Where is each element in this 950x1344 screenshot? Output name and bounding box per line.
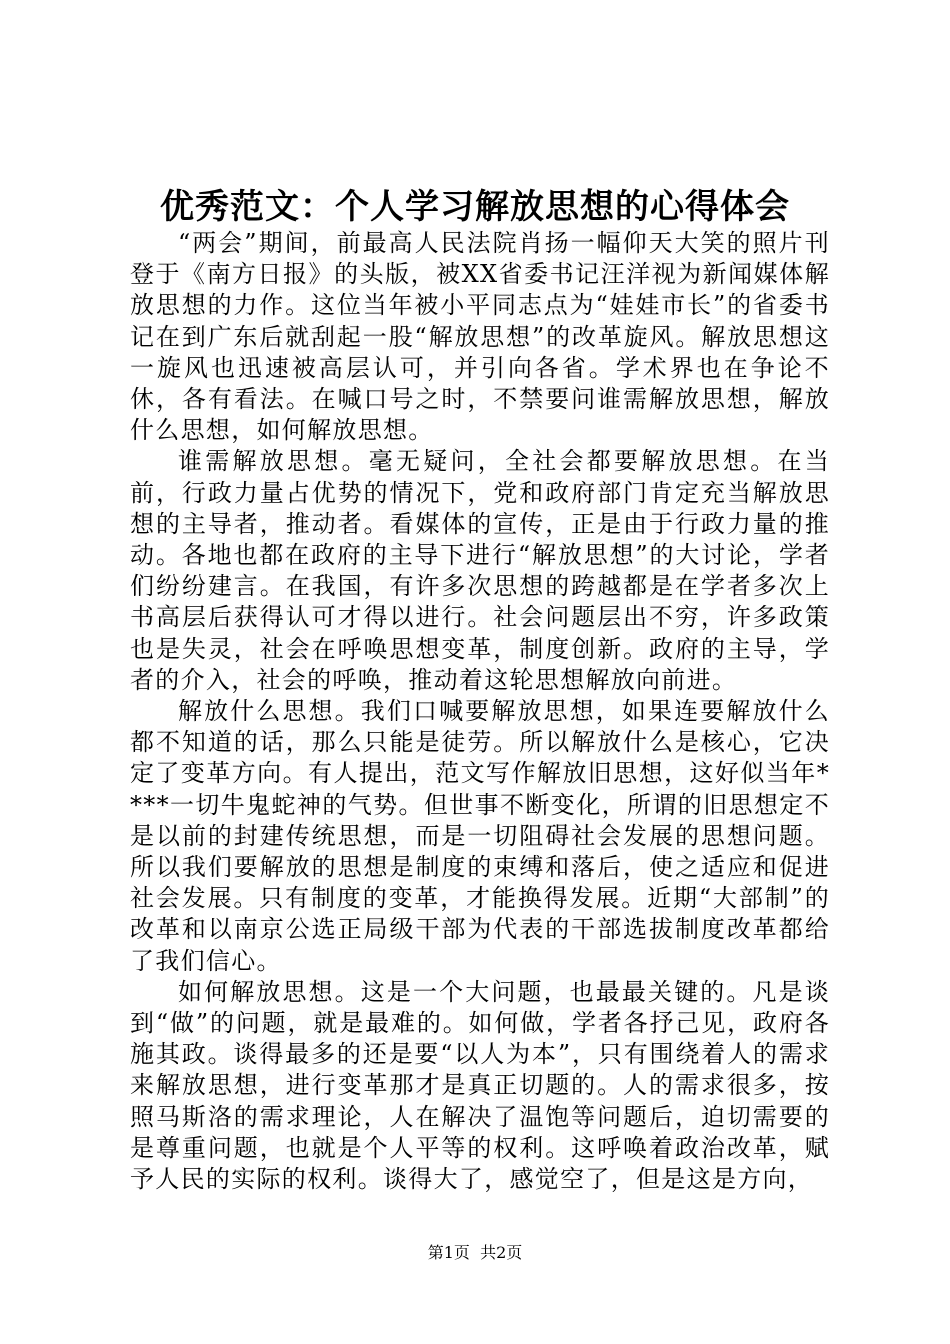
paragraph-how: 如何解放思想。这是一个大问题，也最最关键的。凡是谈到“做”的问题，就是最难的。如何做，学者各抒己见，政府各施其政。谈得最多的还是要“以人为本”，只有围绕着人的需求来解放思想，进行变革那才是真正切题的。人的需求很多，按照马斯洛的需求理论，人在解决了温饱等问题后，迫切需要的是尊重问题，也就是个人平等的权利。这呼唤着政治改革，赋予人民的实际的权利。谈得大了，感觉空了，但是这是方向，: [130, 977, 830, 1194]
paragraph-intro: “两会”期间，前最高人民法院肖扬一幅仰天大笑的照片刊登于《南方日报》的头版，被XX省委书记汪洋视为新闻媒体解放思想的力作。这位当年被小平同志点为“娃娃市长”的省委书记在到广东后就刮起一股“解放思想”的改革旋风。解放思想这一旋风也迅速被高层认可，并引向各省。学术界也在争论不休，各有看法。在喊口号之时，不禁要问谁需解放思想，解放什么思想，如何解放思想。: [130, 229, 830, 445]
paragraph-what: 解放什么思想。我们口喊要解放思想，如果连要解放什么都不知道的话，那么只能是徒劳。所以解放什么是核心，它决定了变革方向。有人提出，范文写作解放旧思想，这好似当年****一切牛鬼蛇神的气势。但世事不断变化，所谓的旧思想定不是以前的封建传统思想，而是一切阻碍社会发展的思想问题。所以我们要解放的思想是制度的束缚和落后，使之适应和促进社会发展。只有制度的变革，才能换得发展。近期“大部制”的改革和以南京公选正局级干部为代表的干部选拔制度改革都给了我们信心。: [130, 697, 830, 975]
page-footer: [0, 1243, 950, 1263]
document-title: 优秀范文：个人学习解放思想的心得体会: [160, 187, 790, 227]
document-body: [130, 228, 830, 1195]
page-number: 第1页 共2页: [427, 1243, 523, 1262]
paragraph-who: 谁需解放思想。毫无疑问，全社会都要解放思想。在当前，行政力量占优势的情况下，党和政府部门肯定充当解放思想的主导者，推动者。看媒体的宣传，正是由于行政力量的推动。各地也都在政府的主导下进行“解放思想”的大讨论，学者们纷纷建言。在我国，有许多次思想的跨越都是在学者多次上书高层后获得认可才得以进行。社会问题层出不穷，许多政策也是失灵，社会在呼唤思想变革，制度创新。政府的主导，学者的介入，社会的呼唤，推动着这轮思想解放向前进。: [130, 447, 830, 694]
